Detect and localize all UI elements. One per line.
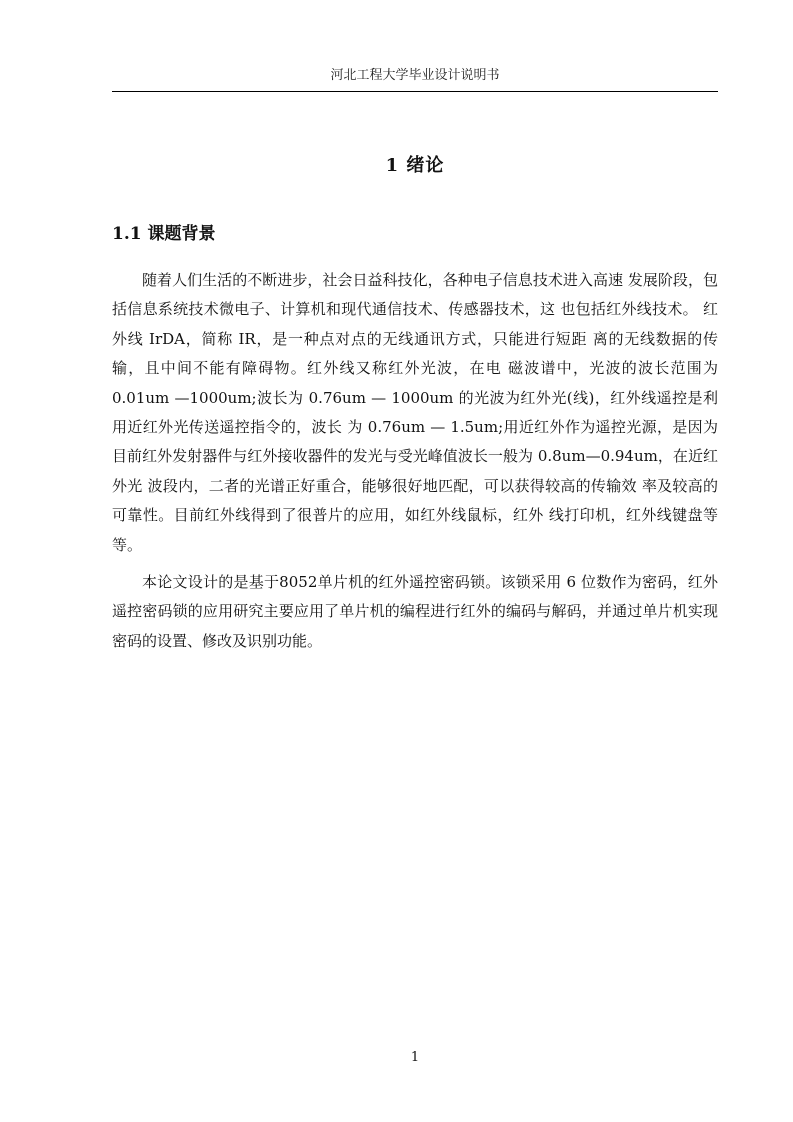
paragraph-background: 随着人们生活的不断进步，社会日益科技化，各种电子信息技术进入高速 发展阶段，包括信息系统技术微电子、计算机和现代通信技术、传感器技术，这 也包括红外线技术。 红外线 IrDA，简称 IR，是一种点对点的无线通讯方式，只能进行短距 离的无线数据的传输，且中间不能有障碍物。红外线又称红外光波，在电 磁波谱中，光波的波长范围为 0.01um —1000um;波长为 0.76um — 1000um 的光波为红外光(线)，红外线遥控是利用近红外光传送遥控指令的，波长 为 0.76um — 1.5um;用近红外作为遥控光源，是因为目前红外发射器件与红外接收器件的发光与受光峰值波长一般为 0.8um—0.94um，在近红外光 波段内，二者的光谱正好重合，能够很好地匹配，可以获得较高的传输效 率及较高的可靠性。目前红外线得到了很普片的应用，如红外线鼠标，红外 线打印机，红外线键盘等等。 <box>112 271 718 554</box>
paragraph-design-summary: 本论文设计的是基于8052单片机的红外遥控密码锁。该锁采用 6 位数作为密码，红外遥控密码锁的应用研究主要应用了单片机的编程进行红外的编码与解码，并通过单片机实现密码的设置、修改及识别功能。 <box>112 573 718 650</box>
section-title: 1.1 课题背景 <box>112 224 216 244</box>
chapter-title: 1 绪论 <box>385 155 445 176</box>
page-number: 1 <box>410 1050 420 1065</box>
page-header: 河北工程大学毕业设计说明书 <box>112 64 718 92</box>
body-text <box>112 266 718 664</box>
